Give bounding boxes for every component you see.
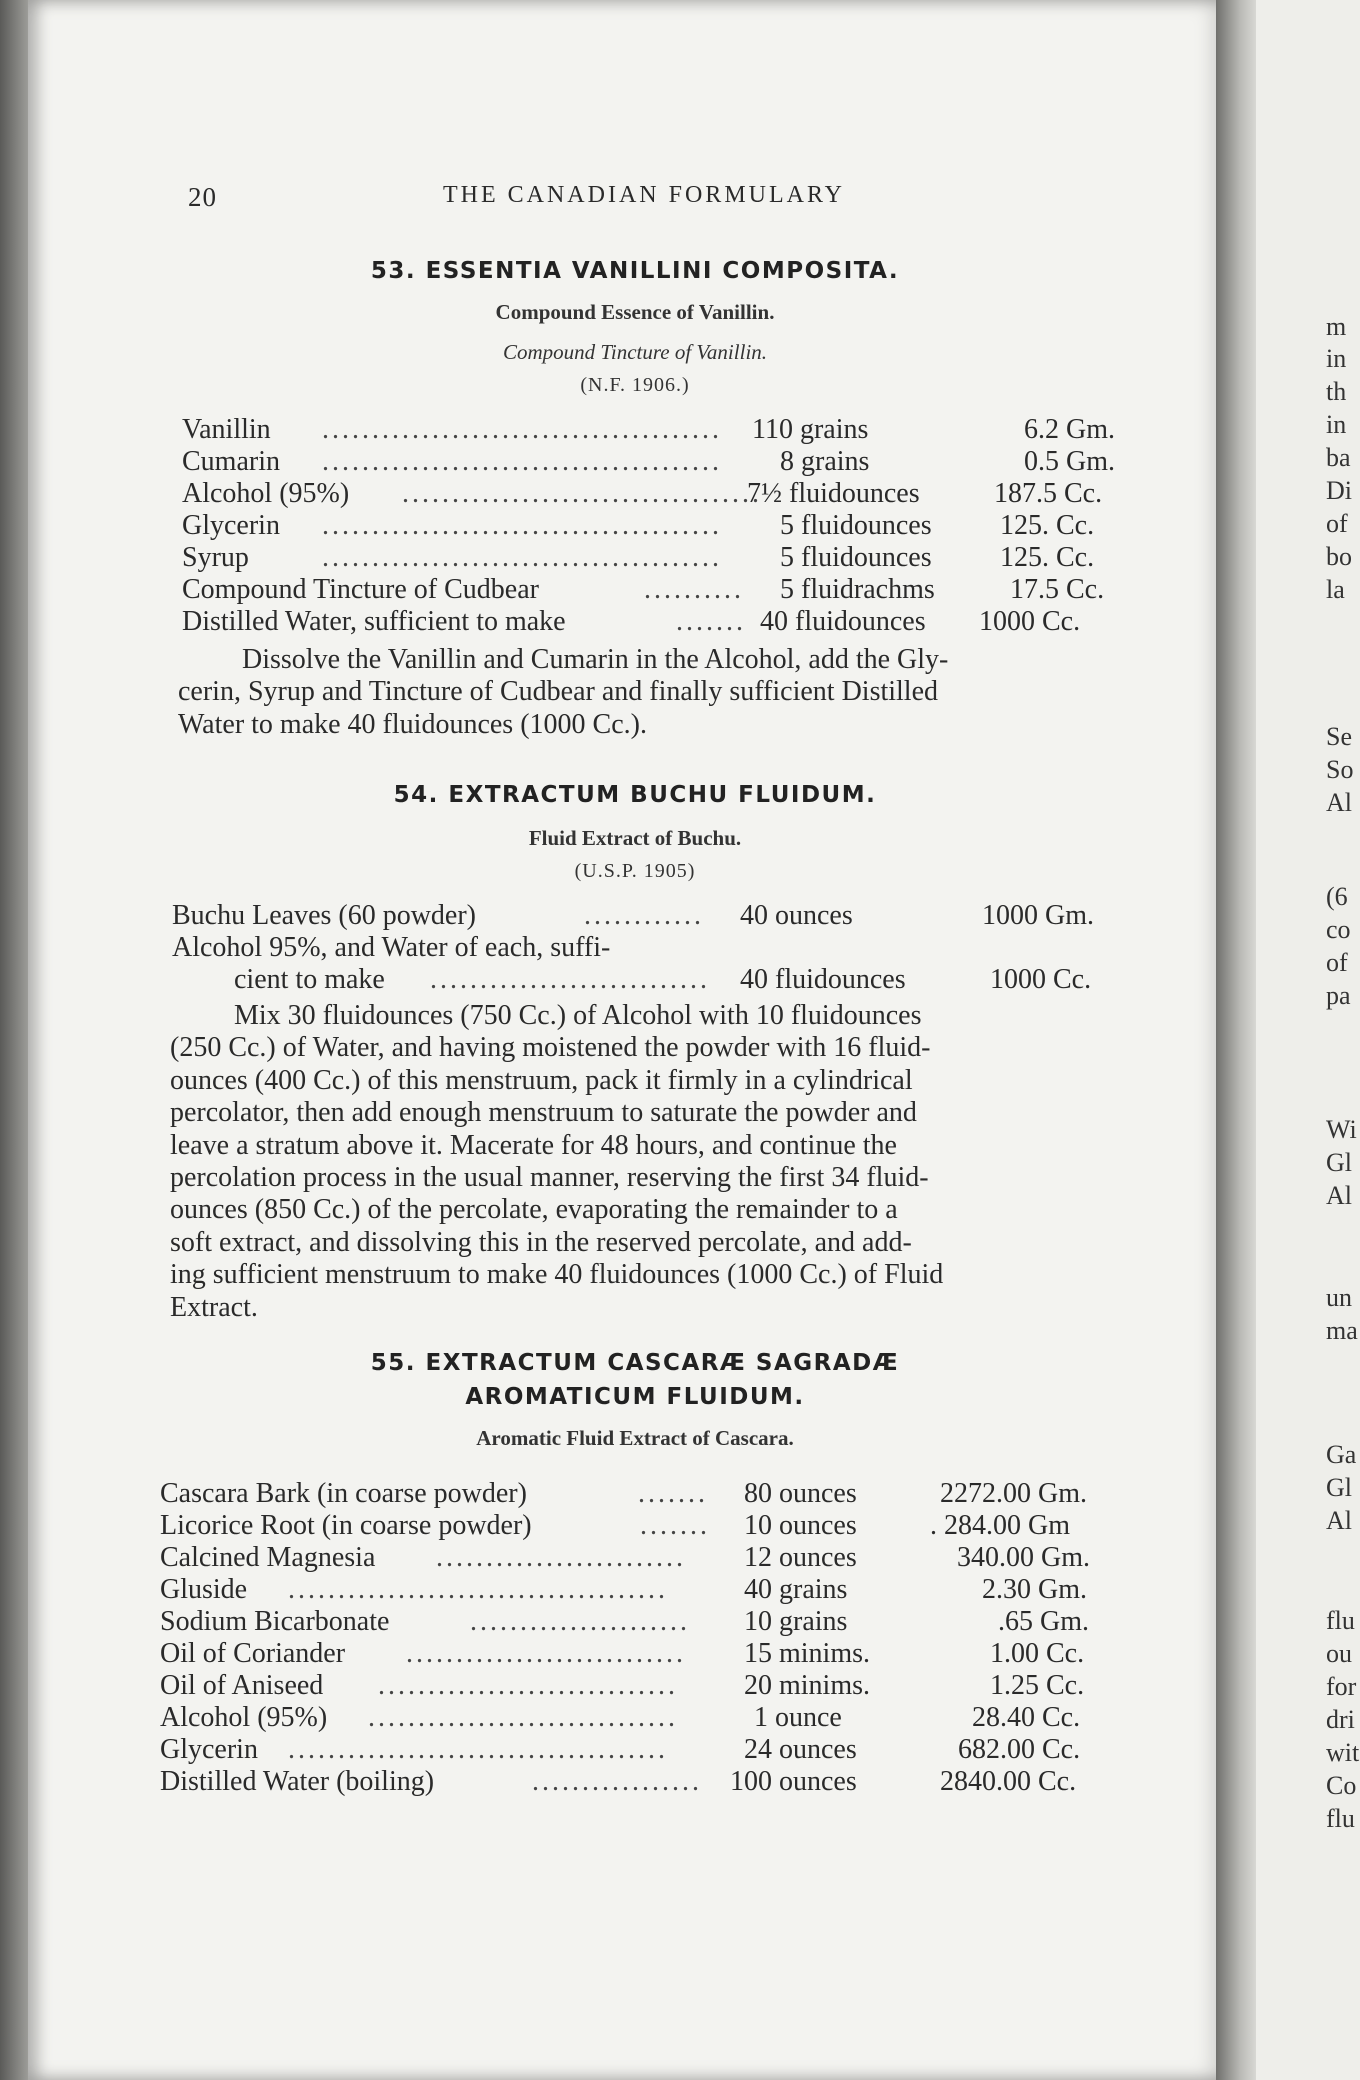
ingredient-quantity: 7½ fluidounces — [747, 478, 920, 509]
ingredient-name: Compound Tincture of Cudbear — [182, 574, 539, 605]
ingredient-row — [182, 478, 1132, 510]
ingredient-row — [160, 1766, 1120, 1798]
ingredient-metric: 340.00 Gm. — [957, 1542, 1090, 1573]
dot-leader: ............ — [584, 900, 704, 931]
adjacent-text: th — [1326, 377, 1347, 406]
section-54-source: (U.S.P. 1905) — [574, 860, 696, 882]
dot-leader: ................. — [532, 1766, 702, 1797]
adjacent-text: ma — [1326, 1316, 1358, 1345]
ingredient-name: Alcohol (95%) — [182, 478, 350, 509]
dot-leader: ....... — [640, 1510, 710, 1541]
adjacent-text: Al — [1326, 1506, 1352, 1535]
ingredient-metric: .65 Gm. — [998, 1606, 1089, 1637]
adjacent-text: in — [1326, 410, 1347, 439]
directions-line: percolation process in the usual manner, reserving the first 34 fluid- — [170, 1162, 929, 1194]
ingredient-name: Sodium Bicarbonate — [160, 1606, 390, 1637]
adjacent-text: for — [1326, 1672, 1357, 1701]
ingredient-name: Glycerin — [182, 510, 280, 541]
ingredient-name: Alcohol (95%) — [160, 1702, 328, 1733]
ingredient-metric: 125. Cc. — [1000, 542, 1095, 573]
ingredient-row — [160, 1670, 1120, 1702]
adjacent-text: co — [1326, 915, 1351, 944]
directions-line: leave a stratum above it. Macerate for 48 hours, and continue the — [170, 1129, 897, 1161]
ingredient-quantity: 110 grains — [752, 414, 869, 445]
ingredient-quantity: 40 fluidounces — [760, 606, 926, 637]
ingredient-name: Oil of Coriander — [160, 1638, 346, 1669]
ingredient-quantity: 5 fluidrachms — [780, 574, 935, 605]
dot-leader: ...................................... — [288, 1574, 668, 1605]
ingredient-row — [160, 1702, 1120, 1734]
adjacent-text: ou — [1326, 1639, 1352, 1668]
dot-leader: ............................ — [430, 964, 710, 995]
ingredient-quantity: 40 fluidounces — [740, 964, 906, 995]
adjacent-text: flu — [1326, 1804, 1355, 1833]
section-53-alt-name: Compound Tincture of Vanillin. — [502, 340, 768, 364]
adjacent-text: Ga — [1326, 1440, 1357, 1469]
ingredient-name: Oil of Aniseed — [160, 1670, 324, 1701]
ingredient-quantity: 20 minims. — [744, 1670, 871, 1701]
ingredient-metric: 2.30 Gm. — [982, 1574, 1087, 1605]
ingredient-row — [182, 414, 1132, 446]
ingredient-quantity: 10 ounces — [744, 1510, 857, 1541]
ingredient-quantity: 15 minims. — [744, 1638, 871, 1669]
ingredient-row — [172, 964, 1132, 996]
section-54-directions — [170, 1000, 1115, 1324]
adjacent-text: So — [1326, 755, 1354, 784]
ingredient-metric: 17.5 Cc. — [1010, 574, 1105, 605]
section-54-subtitle: Fluid Extract of Buchu. — [528, 826, 742, 850]
ingredient-quantity: 40 grains — [744, 1574, 848, 1605]
ingredient-name: Gluside — [160, 1574, 248, 1605]
ingredient-metric: . 284.00 Gm — [930, 1510, 1070, 1541]
ingredient-metric: 1.25 Cc. — [990, 1670, 1085, 1701]
adjacent-text: Co — [1326, 1771, 1357, 1800]
section-55-subtitle: Aromatic Fluid Extract of Cascara. — [476, 1426, 794, 1450]
ingredient-metric: 682.00 Cc. — [958, 1734, 1081, 1765]
ingredient-name: Distilled Water (boiling) — [160, 1766, 435, 1797]
ingredient-metric: 2840.00 Cc. — [940, 1766, 1077, 1797]
ingredient-name: Vanillin — [182, 414, 271, 445]
adjacent-text: Al — [1326, 1181, 1352, 1210]
section-53-subtitle: Compound Essence of Vanillin. — [495, 300, 775, 324]
ingredient-quantity: 10 grains — [744, 1606, 848, 1637]
dot-leader: ............................ — [406, 1638, 686, 1669]
adjacent-text: Gl — [1326, 1473, 1352, 1502]
ingredient-metric: 1000 Cc. — [979, 606, 1081, 637]
adjacent-text: Wi — [1326, 1115, 1357, 1144]
ingredient-name: Licorice Root (in coarse powder) — [160, 1510, 532, 1541]
adjacent-text: dri — [1326, 1705, 1355, 1734]
ingredient-metric: 187.5 Cc. — [994, 478, 1103, 509]
adjacent-text: ba — [1326, 443, 1351, 472]
ingredient-row — [182, 574, 1132, 606]
ingredient-name: Cumarin — [182, 446, 280, 477]
directions-line: ounces (850 Cc.) of the percolate, evaporating the remainder to a — [170, 1194, 898, 1226]
adjacent-text: of — [1326, 948, 1348, 977]
dot-leader: ........................................ — [322, 510, 722, 541]
ingredient-row — [172, 900, 1132, 932]
directions-line: ing sufficient menstruum to make 40 fluidounces (1000 Cc.) of Fluid — [170, 1259, 944, 1291]
dot-leader: .......... — [644, 574, 744, 605]
ingredient-name: Glycerin — [160, 1734, 258, 1765]
dot-leader: ........................................ — [322, 414, 722, 445]
adjacent-text: la — [1326, 575, 1345, 604]
adjacent-text: un — [1326, 1283, 1352, 1312]
ingredient-quantity: 8 grains — [780, 446, 870, 477]
section-53-directions — [178, 644, 1120, 741]
adjacent-text: wit — [1326, 1738, 1360, 1767]
directions-line: Dissolve the Vanillin and Cumarin in the Alcohol, add the Gly- — [242, 644, 949, 675]
adjacent-text: Di — [1326, 476, 1352, 505]
dot-leader: ...................................... — [288, 1734, 668, 1765]
ingredient-name: Buchu Leaves (60 powder) — [172, 900, 477, 931]
dot-leader: ....... — [676, 606, 746, 637]
ingredient-row — [160, 1478, 1120, 1510]
ingredient-row — [160, 1574, 1120, 1606]
ingredient-name: Alcohol 95%, and Water of each, suffi- — [172, 932, 611, 963]
adjacent-text: Gl — [1326, 1148, 1352, 1177]
section-54-title: 54. EXTRACTUM BUCHU FLUIDUM. — [393, 782, 877, 808]
adjacent-text: Se — [1326, 722, 1352, 751]
ingredient-quantity: 1 ounce — [754, 1702, 842, 1733]
adjacent-text: bo — [1326, 542, 1352, 571]
running-title: THE CANADIAN FORMULARY — [442, 182, 845, 208]
page-number: 20 — [188, 182, 217, 212]
ingredient-metric: 0.5 Gm. — [1024, 446, 1115, 477]
ingredient-metric: 1000 Cc. — [990, 964, 1092, 995]
ingredient-metric: 28.40 Cc. — [972, 1702, 1081, 1733]
ingredient-name: cient to make — [234, 964, 385, 995]
ingredient-row — [182, 542, 1132, 574]
adjacent-text: of — [1326, 509, 1348, 538]
adjacent-text: Al — [1326, 788, 1352, 817]
dot-leader: ...................... — [470, 1606, 690, 1637]
ingredient-metric: 1.00 Cc. — [990, 1638, 1085, 1669]
ingredient-name: Syrup — [182, 542, 249, 573]
ingredient-row — [182, 446, 1132, 478]
adjacent-text: (6 — [1326, 882, 1348, 911]
section-53-title: 53. ESSENTIA VANILLINI COMPOSITA. — [370, 258, 900, 284]
ingredient-name: Cascara Bark (in coarse powder) — [160, 1478, 527, 1509]
directions-line: ounces (400 Cc.) of this menstruum, pack it firmly in a cylindrical — [170, 1064, 913, 1096]
dot-leader: ........................................ — [322, 542, 722, 573]
ingredient-row — [172, 932, 1132, 964]
directions-line: (250 Cc.) of Water, and having moistened the powder with 16 fluid- — [170, 1032, 931, 1064]
adjacent-text: m — [1326, 312, 1347, 341]
ingredient-row — [160, 1606, 1120, 1638]
directions-line: cerin, Syrup and Tincture of Cudbear and finally sufficient Distilled — [178, 676, 939, 708]
ingredient-row — [182, 606, 1132, 638]
dot-leader: .............................. — [378, 1670, 678, 1701]
dot-leader: ........................................ — [322, 446, 722, 477]
ingredient-quantity: 40 ounces — [740, 900, 853, 931]
directions-line: Mix 30 fluidounces (750 Cc.) of Alcohol with 10 fluidounces — [234, 1000, 922, 1031]
directions-line: soft extract, and dissolving this in the reserved percolate, and add- — [170, 1226, 912, 1258]
ingredient-row — [160, 1638, 1120, 1670]
ingredient-row — [160, 1734, 1120, 1766]
ingredient-quantity: 5 fluidounces — [780, 510, 932, 541]
ingredient-metric: 6.2 Gm. — [1024, 414, 1115, 445]
adjacent-text: in — [1326, 344, 1347, 373]
ingredient-metric: 1000 Gm. — [982, 900, 1094, 931]
adjacent-text: flu — [1326, 1606, 1355, 1635]
directions-line: Extract. — [170, 1291, 258, 1323]
dot-leader: ............................... — [368, 1702, 678, 1733]
ingredient-quantity: 80 ounces — [744, 1478, 857, 1509]
section-53-source: (N.F. 1906.) — [580, 374, 690, 396]
ingredient-row — [160, 1510, 1120, 1542]
dot-leader: ....... — [638, 1478, 708, 1509]
directions-line: Water to make 40 fluidounces (1000 Cc.). — [178, 708, 647, 740]
ingredient-metric: 125. Cc. — [1000, 510, 1095, 541]
ingredient-metric: 2272.00 Gm. — [940, 1478, 1087, 1509]
section-55-title-line2: AROMATICUM FLUIDUM. — [465, 1384, 805, 1410]
ingredient-quantity: 100 ounces — [730, 1766, 857, 1797]
directions-line: percolator, then add enough menstruum to saturate the powder and — [170, 1097, 917, 1129]
ingredient-row — [182, 510, 1132, 542]
ingredient-name: Calcined Magnesia — [160, 1542, 376, 1573]
dot-leader: ......................... — [436, 1542, 686, 1573]
section-55-title: 55. EXTRACTUM CASCARÆ SAGRADÆ — [370, 1350, 900, 1376]
running-head — [0, 182, 1228, 216]
adjacent-text: pa — [1326, 981, 1351, 1010]
dot-leader: .................................... — [402, 478, 762, 509]
ingredient-row — [160, 1542, 1120, 1574]
ingredient-quantity: 24 ounces — [744, 1734, 857, 1765]
ingredient-name: Distilled Water, sufficient to make — [182, 606, 566, 637]
adjacent-page — [1256, 0, 1360, 2080]
ingredient-quantity: 12 ounces — [744, 1542, 857, 1573]
ingredient-quantity: 5 fluidounces — [780, 542, 932, 573]
